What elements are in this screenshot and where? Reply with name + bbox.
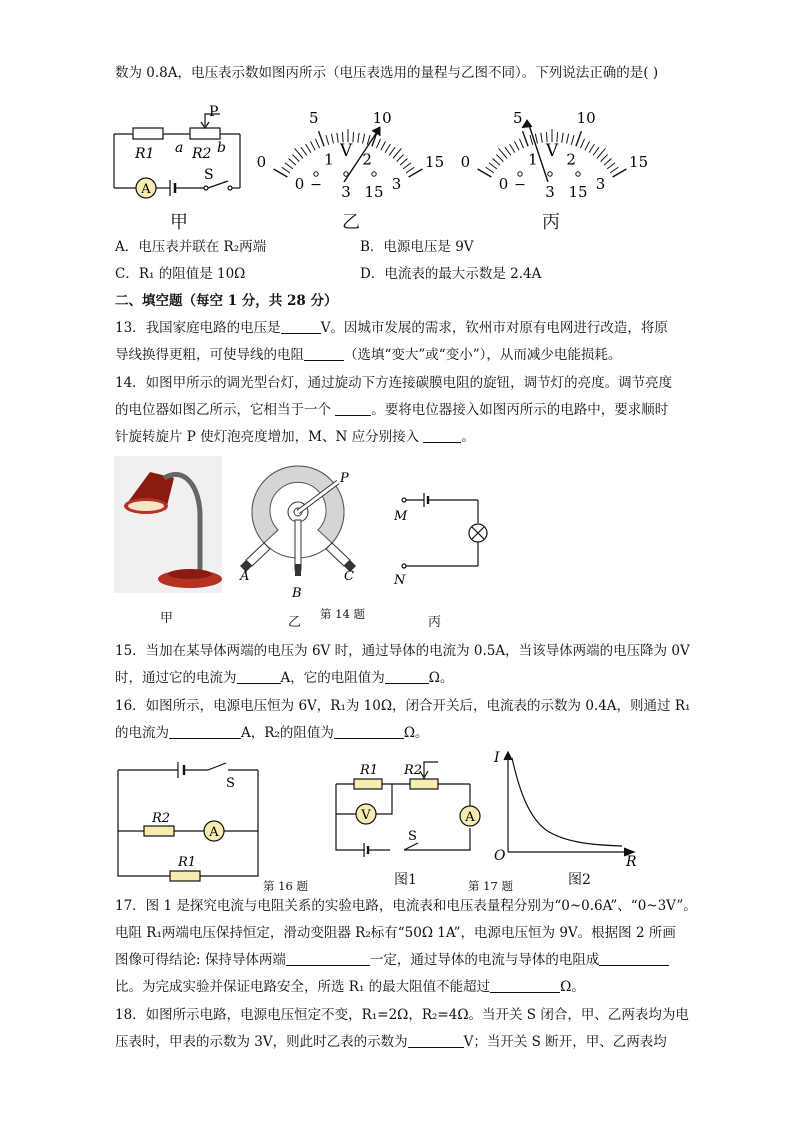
terminal-3: 3 bbox=[545, 183, 555, 201]
meter-top-tick-15: 15 bbox=[425, 153, 445, 171]
scale-tick bbox=[486, 167, 494, 173]
scale-tick bbox=[519, 139, 523, 148]
scale-tick bbox=[496, 154, 503, 161]
meter-top-tick-5: 5 bbox=[513, 109, 523, 128]
q13-blank-1[interactable] bbox=[281, 320, 321, 334]
meter-bottom-tick-1: 1 bbox=[324, 150, 334, 169]
scale-tick bbox=[381, 141, 386, 150]
scale-tick bbox=[393, 148, 401, 158]
scale-tick bbox=[610, 167, 618, 173]
scale-tick bbox=[597, 148, 605, 158]
scale-tick bbox=[576, 131, 581, 146]
q14-circuit-bing bbox=[390, 490, 500, 586]
scale-tick bbox=[607, 163, 615, 169]
fig-yi-label: 乙 bbox=[342, 212, 360, 233]
q12-stem-tail: 数为 0.8A，电压表示数如图丙所示（电压表选用的量程与乙图不同）。下列说法正确的是( ) bbox=[115, 65, 659, 81]
desk-lamp-image bbox=[114, 456, 222, 593]
fig-bing-label: 丙 bbox=[542, 212, 560, 233]
q14-fig-bing: 丙 bbox=[428, 615, 442, 630]
q12-option-a: A．电压表并联在 R₂两端 bbox=[115, 239, 267, 255]
q14-line-1: 14．如图甲所示的调光型台灯，通过旋动下方连接碳膜电阻的旋钮，调节灯的亮度。调节亮度 bbox=[115, 375, 673, 391]
terminal-15: 15 bbox=[568, 183, 588, 201]
scale-tick bbox=[289, 158, 296, 165]
q16-blank-2[interactable] bbox=[334, 725, 404, 739]
meter-bottom-tick-2: 2 bbox=[362, 150, 372, 169]
r1-label: R1 bbox=[360, 763, 379, 778]
needle-arrow bbox=[522, 120, 532, 128]
scale-tick bbox=[510, 144, 515, 152]
origin-label: O bbox=[494, 848, 506, 864]
q15-blank-2[interactable] bbox=[385, 670, 429, 684]
meter-top-tick-10: 10 bbox=[576, 109, 596, 128]
q15-line-2: 时，通过它的电流为 A，它的电阻值为 Ω。 bbox=[115, 670, 454, 686]
q17-line-1: 17．图 1 是探究电流与电阻关系的实验电路，电流表和电压表量程分别为“0~0.6A”、“0~3V”。 bbox=[115, 898, 697, 914]
q17-line-4: 比。为完成实验并保证电路安全，所选 R₁ 的最大阻值不能超过 Ω。 bbox=[115, 979, 585, 995]
q14-line-2: 的电位器如图乙所示，它相当于一个 。要将电位器接入如图丙所示的电路中，要求顺时 bbox=[115, 402, 669, 418]
meter-bottom-tick-0: 0 bbox=[294, 175, 305, 193]
terminal-m-label: M bbox=[394, 509, 408, 524]
fig-jia-label: 甲 bbox=[170, 212, 188, 233]
q17-fig1-label: 图1 bbox=[394, 872, 417, 888]
q18-line-2: 压表时，甲表的示数为 3V，则此时乙表的示数为 V；当开关 S 断开，甲、乙两表均 bbox=[115, 1034, 667, 1050]
q16-line-1: 16．如图所示，电源电压恒为 6V，R₁为 10Ω，闭合开关后，电流表的示数为 0.4A，则通过 R₁ bbox=[115, 698, 691, 714]
meter-top-tick-10: 10 bbox=[372, 109, 392, 128]
r2-label: R2 bbox=[192, 146, 212, 162]
switch-s-label: S bbox=[226, 776, 235, 791]
q14-fig-yi: 乙 bbox=[288, 615, 302, 630]
q16-caption: 第 16 题 bbox=[263, 879, 308, 893]
scale-tick bbox=[358, 133, 359, 143]
switch-s-label: S bbox=[408, 829, 417, 844]
scale-tick bbox=[535, 134, 537, 144]
node-a-label: a bbox=[175, 140, 184, 156]
pot-a-label: A bbox=[240, 569, 250, 584]
q15-line-1: 15．当加在某导体两端的电压为 6V 时，通过导体的电流为 0.5A，当该导体两端的电压降为 0V bbox=[115, 643, 690, 659]
ammeter-label: A bbox=[209, 825, 219, 840]
scale-tick bbox=[319, 131, 324, 146]
pot-c-label: C bbox=[344, 569, 354, 584]
meter-bottom-tick-3: 3 bbox=[595, 175, 606, 193]
r2-label: R2 bbox=[404, 763, 423, 778]
q17-graph-fig2 bbox=[490, 744, 640, 868]
scale-tick bbox=[389, 147, 395, 155]
q12-option-b: B．电源电压是 9V bbox=[360, 239, 474, 255]
q17-caption: 第 17 题 bbox=[468, 879, 513, 893]
q17-line-2: 电阻 R₁两端电压保持恒定，滑动变阻器 R₂标有“50Ω 1A”，电源电压恒为 9V。根据图 2 所画 bbox=[115, 925, 676, 941]
q14-fig-jia: 甲 bbox=[160, 611, 174, 626]
voltmeter-yi bbox=[256, 84, 452, 204]
meter-unit: V bbox=[545, 141, 559, 161]
scale-tick bbox=[514, 141, 519, 150]
scale-tick bbox=[523, 131, 528, 146]
scale-tick bbox=[282, 167, 290, 173]
q17-blank-3[interactable] bbox=[490, 979, 560, 993]
scale-tick bbox=[385, 144, 390, 152]
q16-circuit bbox=[112, 758, 262, 892]
q16-line-2: 的电流为 A，R₂的阻值为 Ω。 bbox=[115, 725, 429, 741]
scale-tick bbox=[295, 148, 303, 158]
scale-tick bbox=[604, 158, 611, 165]
scale-tick bbox=[585, 141, 590, 150]
q17-fig2-label: 图2 bbox=[568, 872, 591, 888]
scale-tick bbox=[363, 134, 365, 144]
meter-top-tick-0: 0 bbox=[460, 153, 471, 171]
ammeter-label: A bbox=[141, 182, 151, 197]
scale-tick bbox=[571, 135, 574, 145]
scale-tick bbox=[601, 154, 608, 161]
q17-circuit-fig1 bbox=[330, 758, 486, 858]
scale-tick bbox=[353, 132, 354, 142]
scale-tick bbox=[493, 158, 500, 165]
switch-s-label: S bbox=[204, 167, 214, 183]
scale-tick bbox=[397, 154, 404, 161]
meter-top-tick-0: 0 bbox=[256, 153, 267, 171]
terminal-15: 15 bbox=[364, 183, 384, 201]
voltmeter-bing bbox=[460, 84, 656, 204]
q14-caption: 第 14 题 bbox=[320, 607, 365, 621]
scale-tick bbox=[505, 147, 511, 155]
section-2-heading: 二、填空题（每空 1 分，共 28 分） bbox=[115, 293, 338, 309]
meter-bottom-tick-1: 1 bbox=[528, 150, 538, 169]
scale-tick bbox=[306, 144, 311, 152]
scale-tick bbox=[331, 134, 333, 144]
scale-tick bbox=[406, 167, 414, 173]
q18-blank-1[interactable] bbox=[408, 1034, 464, 1048]
pot-p-label: P bbox=[340, 471, 349, 486]
scale-tick bbox=[310, 141, 315, 150]
terminal-neg: − bbox=[514, 177, 526, 193]
axis-x-label: R bbox=[626, 854, 637, 868]
q15-blank-1[interactable] bbox=[237, 670, 281, 684]
q16-blank-1[interactable] bbox=[169, 725, 241, 739]
scale-tick bbox=[376, 139, 380, 148]
q12-circuit-jia bbox=[108, 102, 256, 206]
scale-tick bbox=[567, 134, 569, 144]
axis-y-label: I bbox=[494, 750, 500, 766]
voltmeter-label: V bbox=[361, 808, 371, 823]
q13-line-1: 13．我国家庭电路的电压是 V。因城市发展的需求，钦州市对原有电网进行改造，将原 bbox=[115, 320, 668, 336]
q17-blank-1[interactable] bbox=[286, 952, 370, 966]
q14-blank-2[interactable] bbox=[423, 429, 461, 443]
scale-tick bbox=[489, 163, 497, 169]
meter-bottom-tick-2: 2 bbox=[566, 150, 576, 169]
meter-top-tick-5: 5 bbox=[309, 109, 319, 128]
terminal-neg: − bbox=[310, 177, 322, 193]
q18-line-1: 18．如图所示电路，电源电压恒定不变，R₁=2Ω，R₂=4Ω。当开关 S 闭合，甲、乙两表均为电 bbox=[115, 1007, 689, 1023]
q12-option-d: D．电流表的最大示数是 2.4A bbox=[360, 266, 542, 282]
q14-line-3: 针旋转旋片 P 使灯泡亮度增加，M、N 应分别接入 。 bbox=[115, 429, 475, 445]
inverse-curve bbox=[512, 758, 622, 846]
ammeter-label: A bbox=[465, 810, 475, 825]
pot-b-label: B bbox=[292, 586, 302, 601]
q17-line-3: 图像可得结论: 保持导体两端 一定，通过导体的电流与导体的电阻成 bbox=[115, 951, 669, 969]
scale-tick bbox=[337, 133, 338, 143]
scale-tick bbox=[589, 144, 594, 152]
r2-label: R2 bbox=[152, 811, 171, 826]
meter-bottom-tick-0: 0 bbox=[498, 175, 509, 193]
scale-tick bbox=[285, 163, 293, 169]
scale-tick bbox=[292, 154, 299, 161]
q13-line-2: 导线换得更粗，可使导线的电阻 （选填“变大”或“变小”），从而减少电能损耗。 bbox=[115, 347, 622, 363]
scale-tick bbox=[315, 139, 319, 148]
scale-tick bbox=[301, 147, 307, 155]
r1-label: R1 bbox=[135, 146, 155, 162]
terminal-n-label: N bbox=[394, 573, 406, 586]
meter-bottom-tick-3: 3 bbox=[391, 175, 402, 193]
scale-tick bbox=[593, 147, 599, 155]
r1-label: R1 bbox=[178, 855, 197, 870]
meter-unit: V bbox=[339, 141, 353, 161]
scale-tick bbox=[499, 148, 507, 158]
scale-tick bbox=[580, 139, 584, 148]
potentiometer-diagram bbox=[234, 464, 364, 602]
scale-tick bbox=[541, 133, 542, 143]
slider-p-label: P bbox=[209, 104, 219, 120]
q13-blank-2[interactable] bbox=[304, 347, 344, 361]
q17-blank-2[interactable] bbox=[599, 952, 669, 966]
scale-tick bbox=[400, 158, 407, 165]
node-b-label: b bbox=[217, 140, 226, 156]
terminal-3: 3 bbox=[341, 183, 351, 201]
q12-option-c: C．R₁ 的阻值是 10Ω bbox=[115, 266, 246, 282]
scale-tick bbox=[326, 135, 329, 145]
q14-blank-1[interactable] bbox=[335, 402, 371, 416]
scale-tick bbox=[403, 163, 411, 169]
scale-tick bbox=[562, 133, 563, 143]
meter-top-tick-15: 15 bbox=[629, 153, 649, 171]
